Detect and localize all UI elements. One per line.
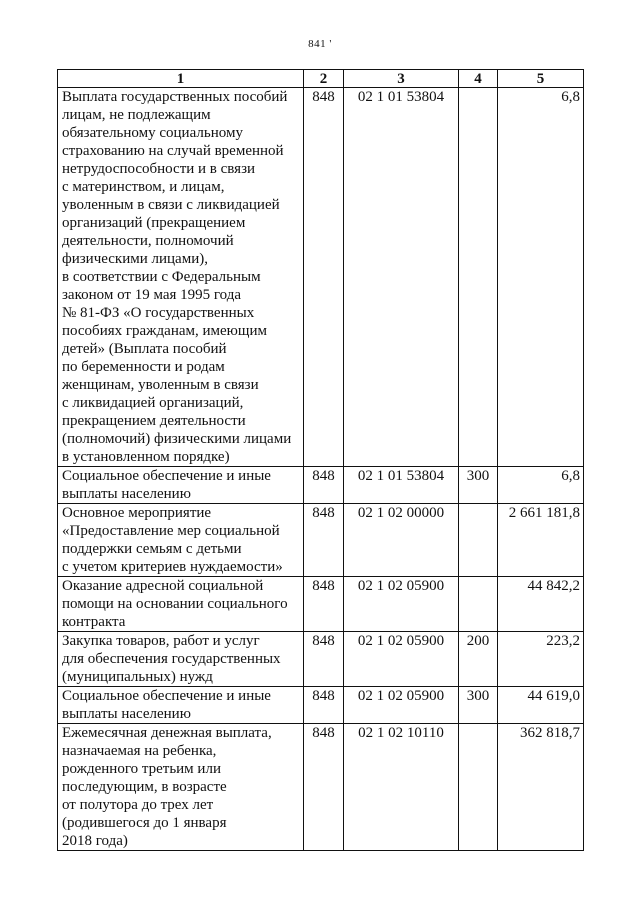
table-row — [58, 724, 584, 851]
target-article-cell: 02 1 02 10110 — [344, 724, 459, 851]
column-header: 4 — [459, 70, 498, 88]
table-row — [58, 577, 584, 632]
expense-type-cell: 300 — [459, 687, 498, 724]
target-article-cell: 02 1 02 05900 — [344, 577, 459, 632]
expense-type-cell: 200 — [459, 632, 498, 687]
ministry-code-cell: 848 — [304, 577, 344, 632]
column-header: 2 — [304, 70, 344, 88]
table-header-row — [58, 70, 584, 88]
amount-cell: 6,8 — [498, 467, 584, 504]
ministry-code-cell: 848 — [304, 88, 344, 467]
table-row — [58, 88, 584, 467]
column-header: 1 — [58, 70, 304, 88]
ministry-code-cell: 848 — [304, 724, 344, 851]
expense-type-cell — [459, 724, 498, 851]
amount-cell: 44 619,0 — [498, 687, 584, 724]
expense-type-cell — [459, 504, 498, 577]
row-name-cell: Ежемесячная денежная выплата, назначаемая на ребенка, рожденного третьим или последующим, в возрасте от полутора до трех лет (родившегося до 1 января 2018 года) — [58, 724, 304, 851]
target-article-cell: 02 1 01 53804 — [344, 88, 459, 467]
amount-cell: 44 842,2 — [498, 577, 584, 632]
page-number: 841 ' — [308, 38, 332, 50]
target-article-cell: 02 1 02 05900 — [344, 687, 459, 724]
column-header: 5 — [498, 70, 584, 88]
row-name-cell: Закупка товаров, работ и услуг для обеспечения государственных (муниципальных) нужд — [58, 632, 304, 687]
amount-cell: 223,2 — [498, 632, 584, 687]
row-name-cell: Основное мероприятие «Предоставление мер социальной поддержки семьям с детьми с учетом критериев нуждаемости» — [58, 504, 304, 577]
expense-type-cell — [459, 88, 498, 467]
row-name-cell: Социальное обеспечение и иные выплаты населению — [58, 467, 304, 504]
amount-cell: 2 661 181,8 — [498, 504, 584, 577]
row-name-cell: Выплата государственных пособий лицам, не подлежащим обязательному социальному страхованию на случай временной нетрудоспособности и в связи с материнством, и лицам, уволенным в связи с ликвидацией организаций (прекращением деятельности, полномочий физическими лицами), в соответствии с Федеральным законом от 19 мая 1995 года № 81-ФЗ «О государственных пособиях гражданам, имеющим детей» (Выплата пособий по беременности и родам женщинам, уволенным в связи с ликвидацией организаций, прекращением деятельности (полномочий) физическими лицами в установленном порядке) — [58, 88, 304, 467]
expense-type-cell: 300 — [459, 467, 498, 504]
target-article-cell: 02 1 02 00000 — [344, 504, 459, 577]
table-row — [58, 687, 584, 724]
budget-table — [57, 69, 584, 851]
row-name-cell: Социальное обеспечение и иные выплаты населению — [58, 687, 304, 724]
amount-cell: 6,8 — [498, 88, 584, 467]
ministry-code-cell: 848 — [304, 632, 344, 687]
table-row — [58, 467, 584, 504]
expense-type-cell — [459, 577, 498, 632]
ministry-code-cell: 848 — [304, 687, 344, 724]
column-header: 3 — [344, 70, 459, 88]
target-article-cell: 02 1 02 05900 — [344, 632, 459, 687]
table-row — [58, 632, 584, 687]
row-name-cell: Оказание адресной социальной помощи на основании социального контракта — [58, 577, 304, 632]
ministry-code-cell: 848 — [304, 467, 344, 504]
ministry-code-cell: 848 — [304, 504, 344, 577]
amount-cell: 362 818,7 — [498, 724, 584, 851]
table-row — [58, 504, 584, 577]
target-article-cell: 02 1 01 53804 — [344, 467, 459, 504]
